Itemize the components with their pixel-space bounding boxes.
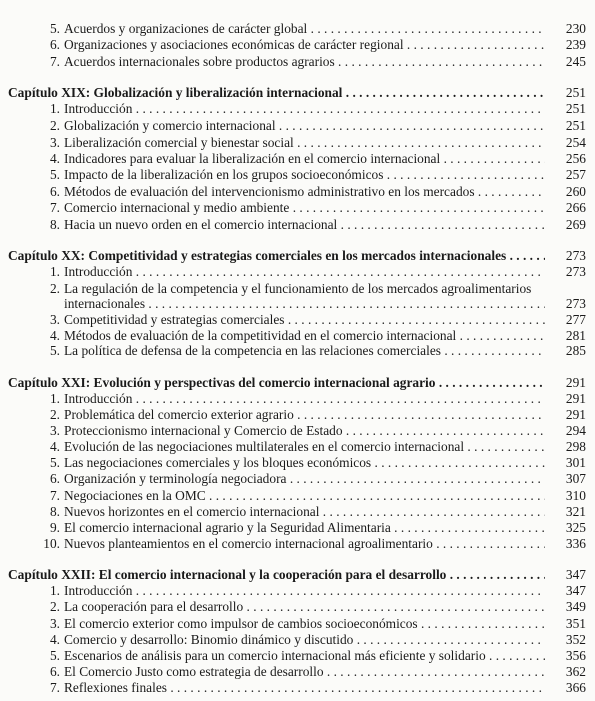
entry-number: 6. [49, 37, 60, 52]
page-number: 239 [565, 37, 586, 52]
entry-title: Nuevos planteamientos en el comercio internacional agroalimentario . . . [64, 536, 545, 552]
page-number: 362 [565, 664, 586, 679]
page-number: 291 [565, 375, 586, 390]
entry-title: Comercio y desarrollo: Binomio dinámico y discutido . . . [64, 632, 545, 648]
entry-title: Impacto de la liberalización en los grupos socioeconómicos . . . [64, 167, 545, 183]
entry-title: Competitividad y estrategias comerciales . . . [64, 312, 545, 328]
page-number: 366 [565, 680, 586, 695]
page-number: 347 [565, 567, 586, 582]
page-number: 352 [565, 632, 586, 647]
entry-title: internacionales . . . [64, 296, 545, 312]
page-number: 260 [565, 184, 586, 199]
page-number: 291 [565, 407, 586, 422]
page-number: 281 [565, 328, 586, 343]
page-number: 273 [565, 264, 586, 279]
page-number: 273 [565, 296, 586, 311]
toc-entry-row [0, 101, 595, 117]
entry-number: 7. [49, 54, 60, 69]
entry-number: 8. [49, 217, 60, 232]
entry-number: 1. [49, 101, 60, 116]
entry-title: Introducción . . . [64, 264, 545, 280]
toc-entry-row [0, 312, 595, 328]
entry-title: Métodos de evaluación de la competitividad en el comercio internacional . . . [64, 328, 545, 344]
entry-title: Comercio internacional y medio ambiente . . . [64, 200, 545, 216]
toc-entry-row [0, 504, 595, 520]
toc-entry-row [0, 200, 595, 216]
toc-entry-row [0, 343, 595, 359]
entry-number: 1. [49, 391, 60, 406]
entry-number: 4. [49, 328, 60, 343]
entry-title: Acuerdos y organizaciones de carácter global . . . [64, 21, 545, 37]
chapter-title: Capítulo XIX: Globalización y liberalización internacional . . . [8, 85, 545, 101]
toc-entry-row [0, 118, 595, 134]
page-number: 230 [565, 21, 586, 36]
entry-title: La cooperación para el desarrollo . . . [64, 599, 545, 615]
entry-number: 6. [49, 471, 60, 486]
toc-entry-row [0, 296, 595, 312]
page-number: 251 [565, 101, 586, 116]
page-number: 356 [565, 648, 586, 663]
page-number: 336 [565, 536, 586, 551]
entry-number: 8. [49, 504, 60, 519]
page-number: 266 [565, 200, 586, 215]
entry-title: El Comercio Justo como estrategia de desarrollo . . . [64, 664, 545, 680]
entry-number: 3. [49, 616, 60, 631]
entry-number: 5. [49, 343, 60, 358]
toc-entry-row [0, 664, 595, 680]
entry-title: Introducción . . . [64, 391, 545, 407]
entry-title: Organización y terminología negociadora . . . [64, 471, 545, 487]
entry-number: 4. [49, 632, 60, 647]
toc-entry-row [0, 423, 595, 439]
page-number: 256 [565, 151, 586, 166]
toc-entry-row [0, 391, 595, 407]
entry-number: 1. [49, 583, 60, 598]
page-number: 351 [565, 616, 586, 631]
entry-number: 2. [49, 407, 60, 422]
entry-number: 7. [49, 680, 60, 695]
entry-title: Métodos de evaluación del intervencionismo administrativo en los mercados . . . [64, 184, 545, 200]
page-number: 277 [565, 312, 586, 327]
entry-title: Acuerdos internacionales sobre productos agrarios . . . [64, 54, 545, 70]
entry-number: 1. [49, 264, 60, 279]
toc-entry-row [0, 520, 595, 536]
toc-chapter-row [0, 567, 595, 583]
page-number: 251 [565, 85, 586, 100]
entry-number: 2. [49, 118, 60, 133]
toc-entry-row [0, 680, 595, 696]
page-number: 349 [565, 599, 586, 614]
entry-number: 10. [43, 536, 60, 551]
toc-entry-row [0, 536, 595, 552]
entry-number: 3. [49, 312, 60, 327]
page-number: 307 [565, 471, 586, 486]
page-number: 298 [565, 439, 586, 454]
page-number: 301 [565, 455, 586, 470]
entry-number: 6. [49, 664, 60, 679]
toc-entry-row [0, 439, 595, 455]
entry-number: 4. [49, 151, 60, 166]
toc-entry-row [0, 583, 595, 599]
chapter-title: Capítulo XX: Competitividad y estrategias comerciales en los mercados internacionales . . . [8, 248, 545, 264]
entry-number: 5. [49, 21, 60, 36]
page-number: 294 [565, 423, 586, 438]
entry-number: 4. [49, 439, 60, 454]
entry-number: 7. [49, 200, 60, 215]
entry-title: El comercio internacional agrario y la Seguridad Alimentaria . . . [64, 520, 545, 536]
entry-title: La política de defensa de la competencia en las relaciones comerciales . . . [64, 343, 545, 359]
page-number: 347 [565, 583, 586, 598]
entry-number: 7. [49, 488, 60, 503]
entry-number: 6. [49, 184, 60, 199]
entry-number: 3. [49, 423, 60, 438]
toc-entry-row [0, 648, 595, 664]
entry-title: Las negociaciones comerciales y los bloques económicos . . . [64, 455, 545, 471]
entry-title: Liberalización comercial y bienestar social . . . [64, 135, 545, 151]
toc-entry-row [0, 264, 595, 280]
toc-entry-row [0, 135, 595, 151]
entry-title: Indicadores para evaluar la liberalización en el comercio internacional . . . [64, 151, 545, 167]
toc-entry-row [0, 167, 595, 183]
toc-entry-row [0, 151, 595, 167]
entry-number: 2. [49, 599, 60, 614]
toc-entry-row [0, 328, 595, 344]
page-number: 321 [565, 504, 586, 519]
toc-entry-row [0, 21, 595, 37]
toc-entry-row [0, 184, 595, 200]
entry-title: Escenarios de análisis para un comercio internacional más eficiente y solidario . . . [64, 648, 545, 664]
entry-title: Negociaciones en la OMC . . . [64, 488, 545, 504]
toc-entry-row [0, 455, 595, 471]
entry-title: Introducción . . . [64, 583, 545, 599]
page-number: 325 [565, 520, 586, 535]
entry-number: 2. [49, 281, 60, 296]
page-number: 269 [565, 217, 586, 232]
entry-title: Organizaciones y asociaciones económicas de carácter regional . . . [64, 37, 545, 53]
page-number: 254 [565, 135, 586, 150]
entry-title: Proteccionismo internacional y Comercio de Estado . . . [64, 423, 545, 439]
entry-title: Reflexiones finales . . . [64, 680, 545, 696]
entry-title: Hacia un nuevo orden en el comercio internacional . . . [64, 217, 545, 233]
entry-title: Evolución de las negociaciones multilaterales en el comercio internacional . . . [64, 439, 545, 455]
toc-entry-row [0, 488, 595, 504]
entry-title: Nuevos horizontes en el comercio internacional . . . [64, 504, 545, 520]
entry-title: Globalización y comercio internacional . . . [64, 118, 545, 134]
chapter-title: Capítulo XXI: Evolución y perspectivas del comercio internacional agrario . . . [8, 375, 545, 391]
page-number: 310 [565, 488, 586, 503]
toc-entry-row [0, 407, 595, 423]
entry-number: 9. [49, 520, 60, 535]
toc-entry-row [0, 471, 595, 487]
page-number: 245 [565, 54, 586, 69]
entry-title: El comercio exterior como impulsor de cambios socioeconómicos . . . [64, 616, 545, 632]
entry-number: 3. [49, 135, 60, 150]
page-number: 285 [565, 343, 586, 358]
entry-number: 5. [49, 167, 60, 182]
page-number: 251 [565, 118, 586, 133]
entry-number: 5. [49, 455, 60, 470]
toc-entry-row [0, 632, 595, 648]
page-number: 273 [565, 248, 586, 263]
entry-title: La regulación de la competencia y el funcionamiento de los mercados agroalimentarios [64, 281, 532, 296]
page-number: 257 [565, 167, 586, 182]
entry-number: 5. [49, 648, 60, 663]
page-number: 291 [565, 391, 586, 406]
toc-entry-row [0, 599, 595, 615]
chapter-title: Capítulo XXII: El comercio internacional y la cooperación para el desarrollo . . . [8, 567, 545, 583]
toc-chapter-row [0, 85, 595, 101]
entry-title: Introducción . . . [64, 101, 545, 117]
toc-entry-row [0, 37, 595, 53]
toc-entry-row [0, 616, 595, 632]
toc-entry-row [0, 54, 595, 70]
entry-title: Problemática del comercio exterior agrario . . . [64, 407, 545, 423]
toc-chapter-row [0, 248, 595, 264]
toc-entry-row [0, 281, 595, 297]
toc-chapter-row [0, 375, 595, 391]
toc-entry-row [0, 217, 595, 233]
